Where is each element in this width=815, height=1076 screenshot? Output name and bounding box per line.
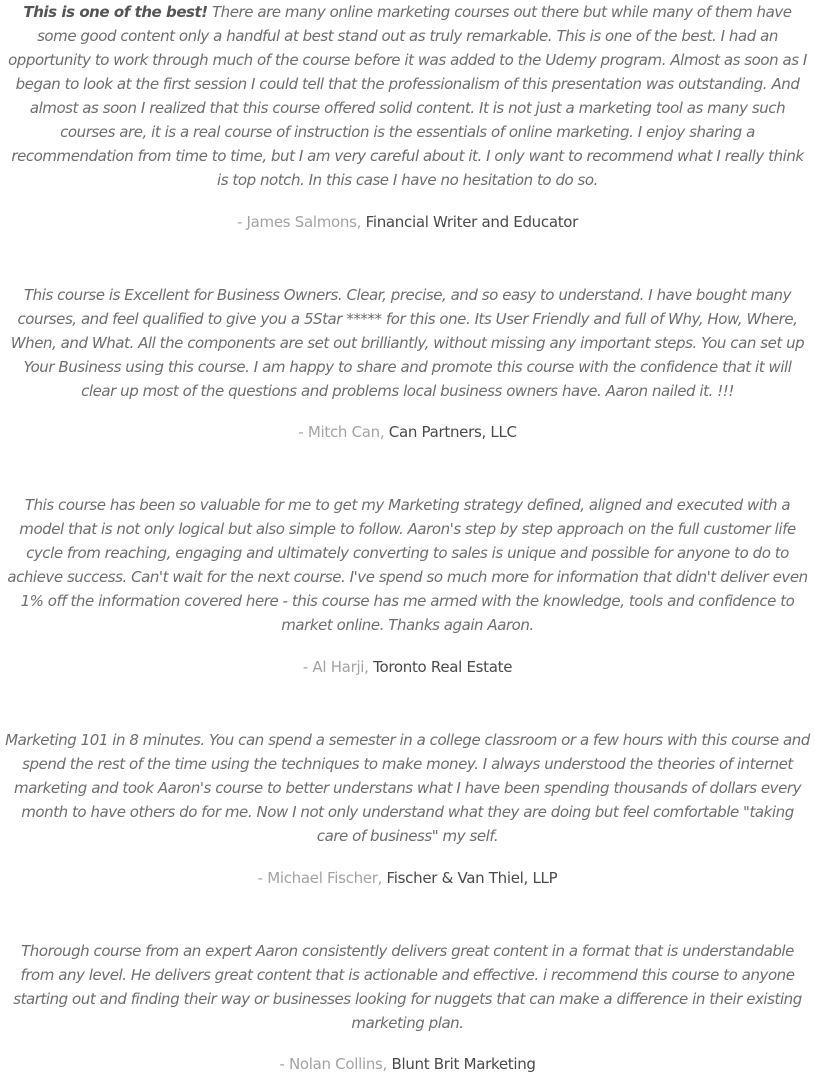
testimonial (5, 0, 810, 234)
author-organization: Blunt Brit Marketing (391, 1055, 536, 1073)
testimonial-quote-text: There are many online marketing courses out there but while many of them have some good content only a handful at best stand out as truly remarkable. This is one of the best. I had an opportunity to work through much of the course before it was added to the Udemy program. Almost as soon as I began to look at the first session I could tell that the professionalism of this presentation was outstanding. And almost as soon I realized that this course offered solid content. It is not just a marketing tool as many such courses are, it is a real course of instruction is the essentials of online marketing. I enjoy sharing a recommendation from time to time, but I am very careful about it. I only want to recommend what I really think is top notch. In this case I have no hesitation to do so. (8, 3, 807, 189)
author-organization: Fischer & Van Thiel, LLP (386, 869, 558, 887)
testimonial-attribution (5, 1052, 810, 1076)
author-name: - Michael Fischer, (257, 869, 387, 887)
author-organization: Can Partners, LLC (388, 423, 517, 441)
author-name: - Al Harji, (302, 658, 374, 676)
testimonial (5, 939, 810, 1076)
testimonial-attribution (5, 420, 810, 444)
testimonial-attribution (5, 866, 810, 890)
author-organization: Toronto Real Estate (373, 658, 513, 676)
testimonial-quote (5, 939, 810, 1035)
testimonial-quote-text: Marketing 101 in 8 minutes. You can spend a semester in a college classroom or a few hours with this course and spend the rest of the time using the techniques to make money. I always understood the theories of internet marketing and took Aaron's course to better understans what I have been spending thousands of dollars every month to have others do for me. Now I not only understand what they are doing but feel comfortable "taking care of business" my self. (5, 731, 810, 845)
testimonial (5, 728, 810, 890)
author-organization: Financial Writer and Educator (365, 213, 579, 231)
testimonial (5, 493, 810, 679)
testimonial-quote (5, 0, 810, 192)
author-name: - Nolan Collins, (279, 1055, 392, 1073)
testimonial-quote-text: This course has been so valuable for me to get my Marketing strategy defined, aligned and executed with a model that is not only logical but also simple to follow. Aaron's step by step approach on the full customer life cycle from reaching, engaging and ultimately converting to sales is unique and possible for anyone to do to achieve success. Can't wait for the next course. I've spend so much more for information that didn't deliver even 1% off the information covered here - this course has me armed with the knowledge, tools and confidence to market online. Thanks again Aaron. (7, 496, 808, 634)
testimonial-quote (5, 728, 810, 848)
testimonial-quote-text: Thorough course from an expert Aaron consistently delivers great content in a format that is understandable from any level. He delivers great content that is actionable and effective. i recommend this course to anyone starting out and finding their way or businesses looking for nuggets that can make a difference in their existing marketing plan. (13, 942, 802, 1032)
testimonial-attribution (5, 210, 810, 234)
testimonial-quote (5, 493, 810, 637)
testimonial-attribution (5, 655, 810, 679)
author-name: - James Salmons, (236, 213, 366, 231)
testimonial (5, 283, 810, 444)
testimonial-quote-text: This course is Excellent for Business Owners. Clear, precise, and so easy to understand. I have bought many courses, and feel qualified to give you a 5Star ***** for this one. Its User Friendly and full of Why, How, Where, When, and What. All the components are set out brilliantly, without missing any important steps. You can set up Your Business using this course. I am happy to share and promote this course with the confidence that it will clear up most of the questions and problems local business owners have. Aaron nailed it. !!! (10, 286, 805, 400)
testimonial-lead: This is one of the best! (23, 3, 208, 21)
author-name: - Mitch Can, (298, 423, 389, 441)
testimonial-quote (5, 283, 810, 403)
